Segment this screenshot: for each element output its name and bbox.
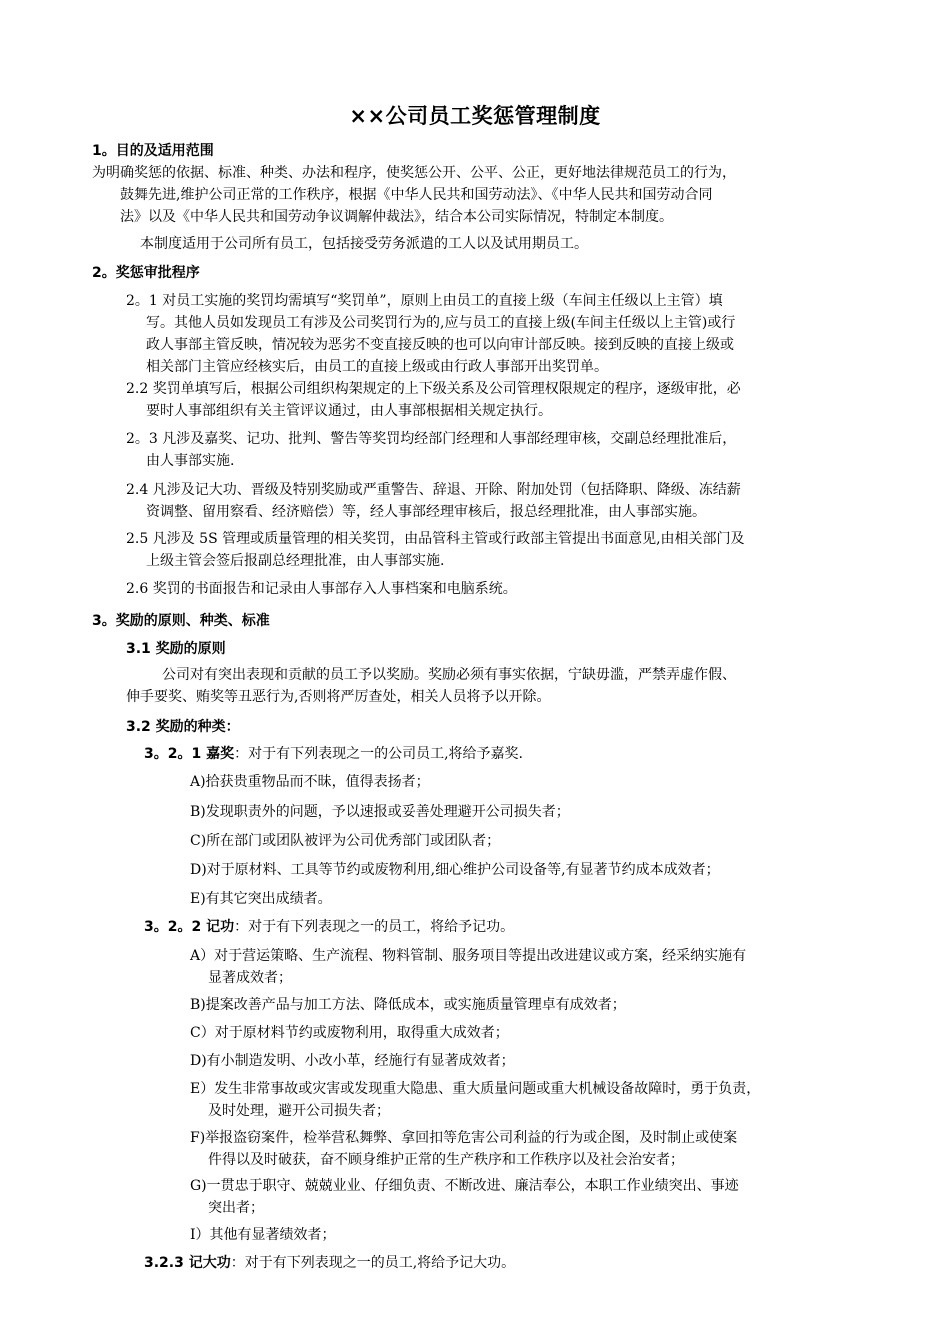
text-line: 公司对有突出表现和贡献的员工予以奖励。奖励必须有事实依据，宁缺毋滥，严禁弄虚作假、 bbox=[162, 667, 736, 683]
list-item: B)发现职责外的问题，予以速报或妥善处理避开公司损失者； bbox=[190, 804, 570, 820]
list-item: I）其他有显著绩效者； bbox=[190, 1227, 336, 1243]
item-2-2 bbox=[126, 378, 741, 422]
text-line: 上级主管会签后报副总经理批准，由人事部实施. bbox=[146, 553, 445, 569]
subsection-3-1-heading: 3.1 奖励的原则 bbox=[126, 641, 226, 657]
text-line: 政人事部主管反映，情况较为恶劣不变直接反映的也可以向审计部反映。接到反映的直接上级或 bbox=[146, 337, 734, 353]
item-2-3 bbox=[126, 428, 736, 472]
text-line: 要时人事部组织有关主管评议通过，由人事部根据相关规定执行。 bbox=[146, 403, 552, 419]
list-item: C)所在部门或团队被评为公司优秀部门或团队者； bbox=[190, 833, 501, 849]
list-item bbox=[190, 1078, 760, 1122]
list-item: A)拾获贵重物品而不昧，值得表扬者； bbox=[190, 774, 430, 790]
heading-text: ：对于有下列表现之一的公司员工,将给予嘉奖. bbox=[234, 746, 524, 762]
text-line: 显著成效者； bbox=[208, 970, 292, 986]
text-line: 由人事部实施. bbox=[146, 453, 235, 469]
text-line: 鼓舞先进,维护公司正常的工作秩序，根据《中华人民共和国劳动法》、《中华人民共和国劳动合同 bbox=[120, 187, 713, 203]
section-1-scope-paragraph: 本制度适用于公司所有员工，包括接受劳务派遣的工人以及试用期员工。 bbox=[140, 236, 588, 252]
text-line: 及时处理，避开公司损失者； bbox=[208, 1103, 390, 1119]
list-item: E)有其它突出成绩者。 bbox=[190, 891, 332, 907]
list-item: D)对于原材料、工具等节约或废物利用,细心维护公司设备等,有显著节约成本成效者； bbox=[190, 862, 720, 878]
list-item: D)有小制造发明、小改小革，经施行有显著成效者； bbox=[190, 1053, 515, 1069]
text-line: G)一贯忠于职守、兢兢业业、仔细负责、不断改进、廉洁奉公，本职工作业绩突出、事迹 bbox=[190, 1178, 739, 1194]
list-item: C）对于原材料节约或废物利用，取得重大成效者； bbox=[190, 1025, 509, 1041]
list-item bbox=[190, 1175, 739, 1219]
text-line: F)举报盗窃案件，检举营私舞弊、拿回扣等危害公司利益的行为或企图，及时制止或使案 bbox=[190, 1130, 738, 1146]
item-2-4 bbox=[126, 479, 741, 523]
section-1-heading: 1。目的及适用范围 bbox=[92, 143, 214, 159]
text-line: 法》以及《中华人民共和国劳动争议调解仲裁法》，结合本公司实际情况，特制定本制度。 bbox=[120, 209, 673, 225]
document-title: ××公司员工奖惩管理制度 bbox=[349, 104, 601, 128]
text-line: 伸手要奖、贿奖等丑恶行为,否则将严厉查处，相关人员将予以开除。 bbox=[126, 689, 551, 705]
list-item bbox=[190, 945, 746, 989]
item-2-1 bbox=[126, 290, 735, 378]
subsection-3-2-3-heading bbox=[144, 1252, 515, 1274]
list-item bbox=[190, 1127, 737, 1171]
text-line: 件得以及时破获，奋不顾身维护正常的生产秩序和工作秩序以及社会治安者； bbox=[208, 1152, 684, 1168]
text-line: 2.4 凡涉及记大功、晋级及特别奖励或严重警告、辞退、开除、附加处罚（包括降职、降级、冻结薪 bbox=[126, 482, 741, 498]
text-line: 突出者； bbox=[208, 1200, 264, 1216]
text-line: 2.2 奖罚单填写后，根据公司组织构架规定的上下级关系及公司管理权限规定的程序，逐级审批，必 bbox=[126, 381, 741, 397]
text-line: A）对于营运策略、生产流程、物料管制、服务项目等提出改进建议或方案，经采纳实施有 bbox=[190, 948, 747, 964]
heading-text: ：对于有下列表现之一的员工，将给予记功。 bbox=[234, 919, 515, 935]
item-2-6: 2.6 奖罚的书面报告和记录由人事部存入人事档案和电脑系统。 bbox=[126, 581, 517, 597]
subsection-3-2-1-heading bbox=[144, 743, 523, 765]
heading-label: 3。2。2 记功 bbox=[144, 919, 235, 935]
list-item: B)提案改善产品与加工方法、降低成本，或实施质量管理卓有成效者； bbox=[190, 997, 626, 1013]
text-line: 2。3 凡涉及嘉奖、记功、批判、警告等奖罚均经部门经理和人事部经理审核，交副总经理批准后， bbox=[126, 431, 737, 447]
text-line: 2。1 对员工实施的奖罚均需填写“奖罚单”，原则上由员工的直接上级（车间主任级以上主管）填 bbox=[126, 293, 723, 309]
item-2-5 bbox=[126, 528, 745, 572]
heading-label: 3.2.3 记大功 bbox=[144, 1255, 231, 1271]
subsection-3-1-paragraph bbox=[126, 664, 736, 708]
text-line: 资调整、留用察看、经济赔偿）等，经人事部经理审核后，报总经理批准，由人事部实施。 bbox=[146, 504, 706, 520]
subsection-3-2-2-heading bbox=[144, 916, 514, 938]
text-line: 写。其他人员如发现员工有涉及公司奖罚行为的,应与员工的直接上级(车间主任级以上主管)或行 bbox=[146, 315, 736, 331]
text-line: 2.5 凡涉及 5S 管理或质量管理的相关奖罚，由品管科主管或行政部主管提出书面意见,由相关部门及 bbox=[126, 531, 745, 547]
heading-label: 3。2。1 嘉奖 bbox=[144, 746, 235, 762]
subsection-3-2-heading: 3.2 奖励的种类： bbox=[126, 719, 240, 735]
section-3-heading: 3。奖励的原则、种类、标准 bbox=[92, 613, 270, 629]
heading-text: ：对于有下列表现之一的员工,将给予记大功。 bbox=[230, 1255, 516, 1271]
text-line: E）发生非常事故或灾害或发现重大隐患、重大质量问题或重大机械设备故障时，勇于负责， bbox=[190, 1081, 761, 1097]
text-line: 相关部门主管应经核实后，由员工的直接上级或由行政人事部开出奖罚单。 bbox=[146, 359, 608, 375]
text-line: 为明确奖惩的依据、标准、种类、办法和程序，使奖惩公开、公平、公正，更好地法律规范员工的行为， bbox=[92, 165, 736, 181]
section-2-heading: 2。奖惩审批程序 bbox=[92, 265, 200, 281]
section-1-paragraph bbox=[92, 162, 736, 228]
